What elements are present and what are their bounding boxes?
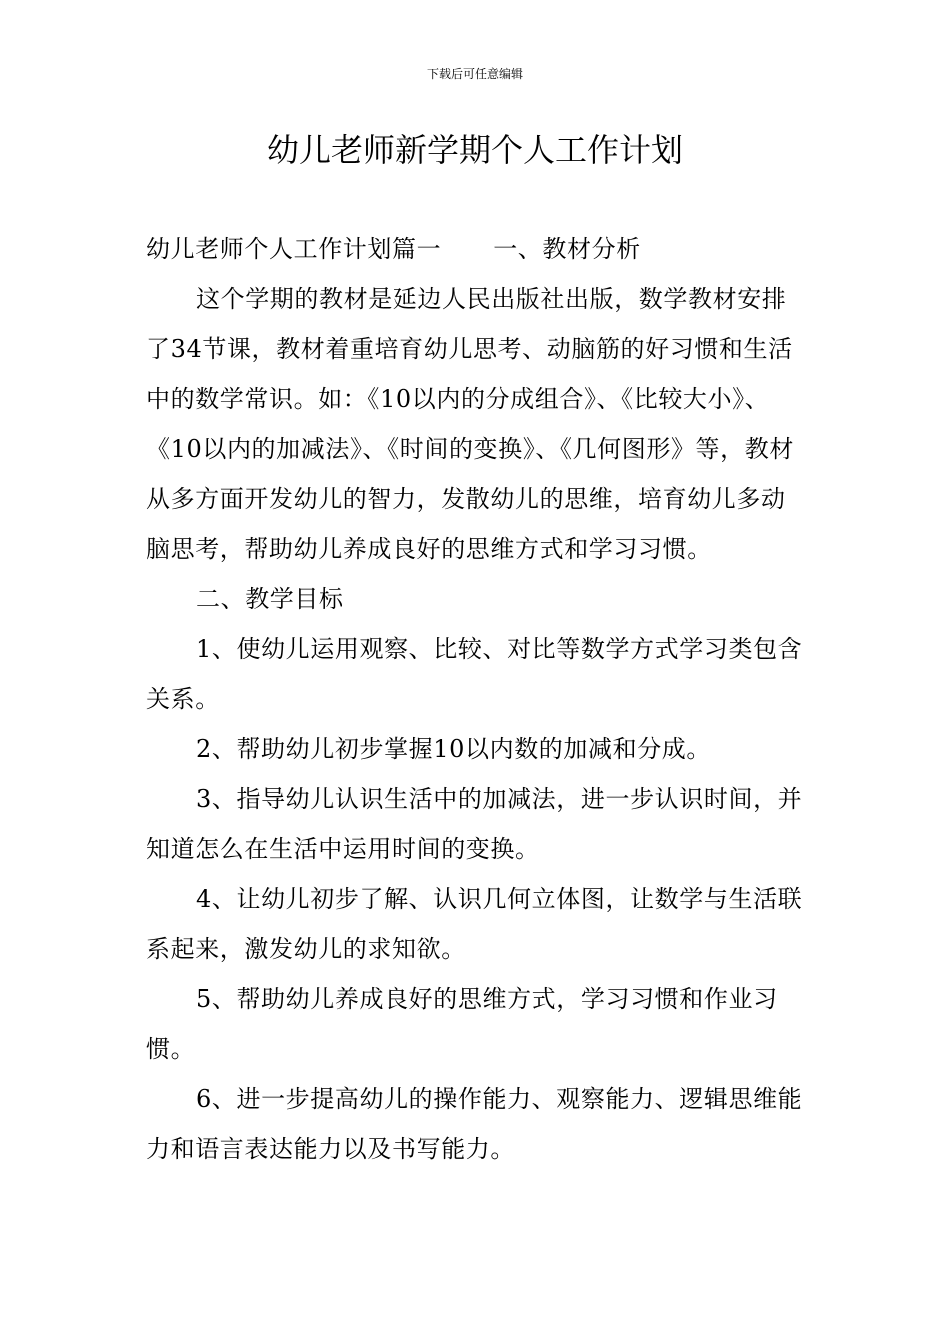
paragraph-materials: 这个学期的教材是延边人民出版社出版，数学教材安排了34节课，教材着重培育幼儿思考、动脑筋的好习惯和生活中的数学常识。如：《10以内的分成组合》、《比较大小》、《10以内的加减法》、《时间的变换》、《几何图形》等，教材从多方面开发幼儿的智力，发散幼儿的思维，培育幼儿多动脑思考，帮助幼儿养成良好的思维方式和学习习惯。 bbox=[146, 285, 794, 563]
document-title: 幼儿老师新学期个人工作计划 bbox=[266, 131, 683, 169]
plan-heading: 幼儿老师个人工作计划篇一 bbox=[146, 235, 442, 263]
goal-item-6: 6、进一步提高幼儿的操作能力、观察能力、逻辑思维能力和语言表达能力以及书写能力。 bbox=[146, 1085, 803, 1163]
goal-item-3: 3、指导幼儿认识生活中的加减法，进一步认识时间，并知道怎么在生活中运用时间的变换。 bbox=[146, 785, 803, 863]
goal-item-2: 2、帮助幼儿初步掌握10以内数的加减和分成。 bbox=[196, 735, 712, 763]
goal-item-5: 5、帮助幼儿养成良好的思维方式，学习习惯和作业习惯。 bbox=[146, 985, 778, 1063]
section-heading-line bbox=[146, 224, 808, 274]
document-body bbox=[146, 224, 808, 1174]
section-heading-materials: 一、教材分析 bbox=[493, 235, 641, 263]
goal-item-4: 4、让幼儿初步了解、认识几何立体图，让数学与生活联系起来，激发幼儿的求知欲。 bbox=[146, 885, 803, 963]
header-note: 下载后可任意编辑 bbox=[426, 67, 523, 81]
goal-item-1: 1、使幼儿运用观察、比较、对比等数学方式学习类包含关系。 bbox=[146, 635, 803, 713]
section-heading-goals: 二、教学目标 bbox=[196, 585, 344, 613]
